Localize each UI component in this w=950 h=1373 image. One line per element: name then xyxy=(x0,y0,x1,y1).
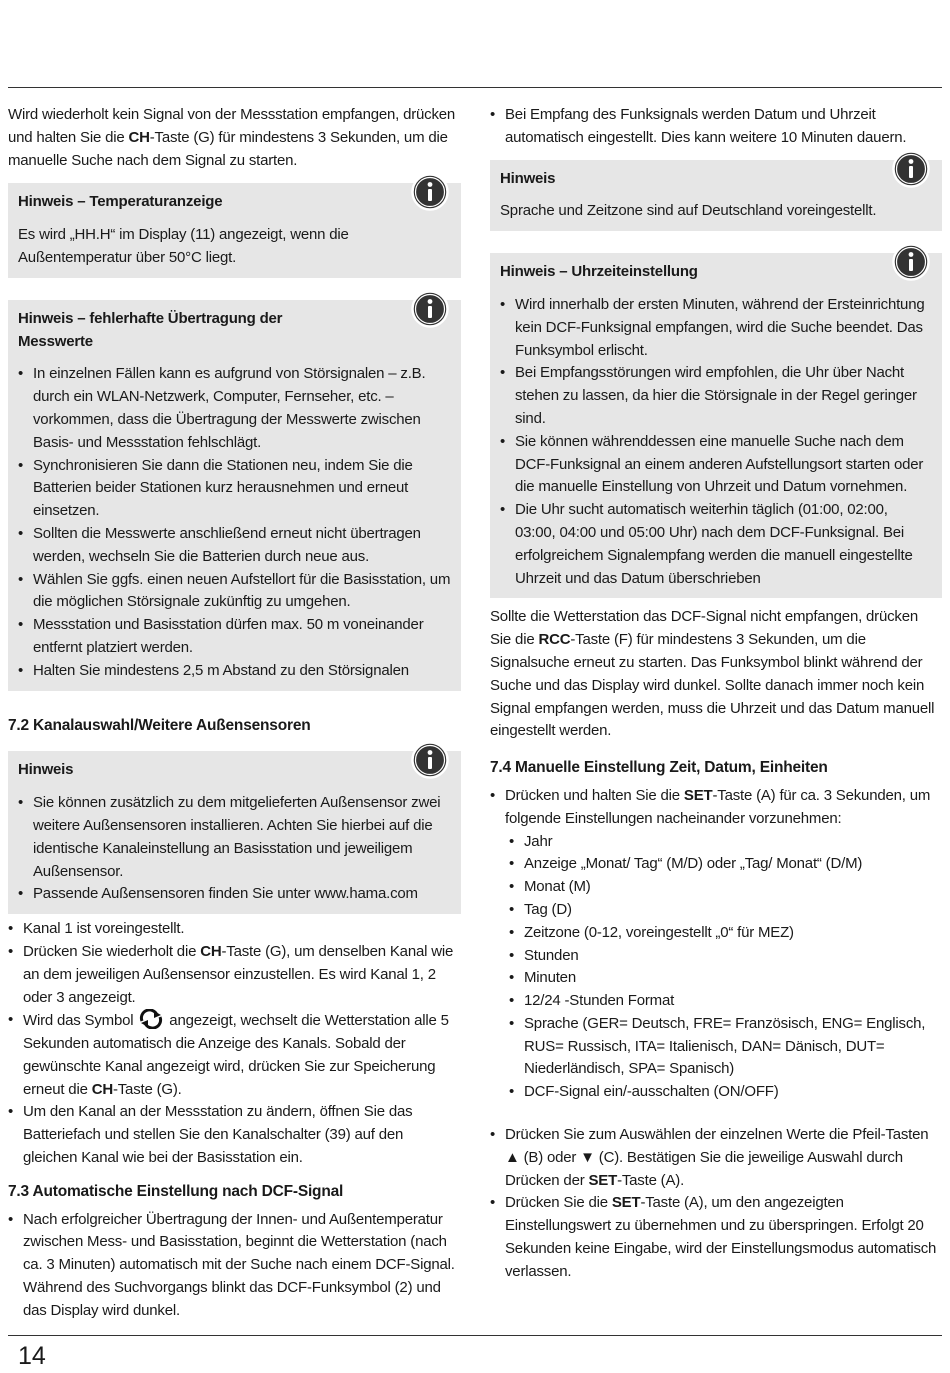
sub-item: • Tag (D) xyxy=(505,899,942,922)
list-item: • Sie können zusätzlich zu dem mitgelieferten Außensensor zwei weitere Außensensoren installieren. Achten Sie hierbei auf die identische Kanaleinstellung an Basisstation und jeweiligem Außensensor. xyxy=(18,792,451,883)
info-icon xyxy=(411,290,449,328)
list-item: • Bei Empfangsstörungen wird empfohlen, die Uhr über Nacht stehen zu lassen, da hier die Störsignale in der Regel geringer sind. xyxy=(500,362,932,430)
note-clock-setting xyxy=(490,253,942,598)
list-item: • Wird das Symbol angezeigt, wechselt die Wetterstation alle 5 Sekunden automatisch die Anzeige des Kanals. Sobald der gewünschte Kanal angezeigt wird, drücken Sie zur Speicherung erneut die CH-Taste (G). xyxy=(8,1009,461,1101)
list-item: • Passende Außensensoren finden Sie unter www.hama.com xyxy=(18,883,451,906)
list-item: • Bei Empfang des Funksignals werden Datum und Uhrzeit automatisch eingestellt. Dies kann weitere 10 Minuten dauern. xyxy=(490,104,942,150)
list-item: • Drücken Sie die SET-Taste (A), um den angezeigten Einstellungswert zu übernehmen und zu überspringen. Erfolgt 20 Sekunden keine Eingabe, wird der Einstellungsmodus automatisch verlassen. xyxy=(490,1192,942,1283)
settings-sublist xyxy=(505,831,942,1105)
sub-item: • Anzeige „Monat/ Tag“ (M/D) oder „Tag/ Monat“ (D/M) xyxy=(505,853,942,876)
list-item: • Sollten die Messwerte anschließend erneut nicht übertragen werden, wechseln Sie die Batterien durch neue aus. xyxy=(18,523,451,569)
note-title: Hinweis – Uhrzeiteinstellung xyxy=(500,263,698,281)
dcf-bullets-continued xyxy=(490,104,942,150)
list-item: • Drücken Sie zum Auswählen der einzelnen Werte die Pfeil-Tasten ▲ (B) oder ▼ (C). Bestätigen Sie die jeweilige Auswahl durch Drücken der SET-Taste (A). xyxy=(490,1124,942,1192)
channel-cycle-icon xyxy=(137,1009,165,1029)
section-heading-7-4: 7.4 Manuelle Einstellung Zeit, Datum, Einheiten xyxy=(490,759,828,777)
info-icon xyxy=(411,741,449,779)
section-heading-7-2: 7.2 Kanalauswahl/Weitere Außensensoren xyxy=(8,716,311,734)
dcf-bullets xyxy=(8,1209,461,1323)
list-item: • Nach erfolgreicher Übertragung der Innen- und Außentemperatur zwischen Mess- und Basisstation, beginnt die Wetterstation (nach ca. 3 Minuten) automatisch mit der Suche nach einem DCF-Signal. Während des Suchvorgangs blinkt das DCF-Funksymbol (2) und das Display wird dunkel. xyxy=(8,1209,461,1323)
manual-setting-bullets xyxy=(490,785,942,1284)
list-item: • Wählen Sie ggfs. einen neuen Aufstellort für die Basisstation, um die möglichen Störsignale zukünftig zu umgehen. xyxy=(18,569,451,615)
list-item: • Drücken Sie wiederholt die CH-Taste (G), um denselben Kanal wie an dem jeweiligen Außensensor einzustellen. Es wird Kanal 1, 2 oder 3 angezeigt. xyxy=(8,941,461,1009)
top-rule xyxy=(8,87,942,88)
sub-item: • Monat (M) xyxy=(505,876,942,899)
note-title: Hinweis – Temperaturanzeige xyxy=(18,193,223,211)
list-item: • In einzelnen Fällen kann es aufgrund von Störsignalen – z.B. durch ein WLAN-Netzwerk, Computer, Fernseher, etc. – vorkommen, dass die Übertragung der Messwerte zwischen Basis- und Messstation fehlschlägt. xyxy=(18,363,451,454)
info-icon xyxy=(892,150,930,188)
note-list xyxy=(500,294,932,590)
note-title: Hinweis – fehlerhafte Übertragung der Messwerte xyxy=(18,309,283,350)
right-column xyxy=(490,104,942,1284)
note-transmission xyxy=(8,300,461,691)
sub-item: • Jahr xyxy=(505,831,942,854)
list-item: • Um den Kanal an der Messstation zu ändern, öffnen Sie das Batteriefach und stellen Sie den Kanalschalter (39) auf den gleichen Kanal wie bei der Basisstation ein. xyxy=(8,1101,461,1169)
note-list xyxy=(18,792,451,906)
page-number: 14 xyxy=(18,1342,46,1370)
rcc-paragraph: Sollte die Wetterstation das DCF-Signal nicht empfangen, drücken Sie die RCC-Taste (F) für mindestens 3 Sekunden, um die Signalsuche erneut zu starten. Das Funksymbol blinkt während der Suche und das Display wird dunkel. Sollte danach immer noch kein Signal empfangen werden, muss die Uhrzeit und das Datum manuell eingestellt werden. xyxy=(490,608,935,740)
intro-paragraph: Wird wiederholt kein Signal von der Messstation empfangen, drücken und halten Sie die CH-Taste (G) für mindestens 3 Sekunden, um die manuelle Suche nach dem Signal zu starten. xyxy=(8,106,456,169)
note-hint xyxy=(490,160,942,232)
list-item: • Die Uhr sucht automatisch weiterhin täglich (01:00, 02:00, 03:00, 04:00 und 05:00 Uhr) nach dem DCF-Funksignal. Bei erfolgreichem Signalempfang werden die manuell eingestellte Uhrzeit und das Datum überschrieben xyxy=(500,499,932,590)
note-title: Hinweis xyxy=(500,169,556,187)
section-heading-7-3: 7.3 Automatische Einstellung nach DCF-Signal xyxy=(8,1182,344,1200)
list-item: • Halten Sie mindestens 2,5 m Abstand zu den Störsignalen xyxy=(18,660,451,683)
note-text: Es wird „HH.H“ im Display (11) angezeigt, wenn die Außentemperatur über 50°C liegt. xyxy=(18,226,349,266)
note-title: Hinweis xyxy=(18,761,74,779)
info-icon xyxy=(892,243,930,281)
sub-item: • Stunden xyxy=(505,945,942,968)
channel-bullets xyxy=(8,918,461,1170)
sub-item: • Zeitzone (0-12, voreingestellt „0“ für MEZ) xyxy=(505,922,942,945)
note-channel xyxy=(8,751,461,914)
sub-item: • 12/24 -Stunden Format xyxy=(505,990,942,1013)
list-item: • Sie können währenddessen eine manuelle Suche nach dem DCF-Funksignal an einem anderen Aufstellungsort starten oder die manuelle Einstellung von Uhrzeit und Datum vornehmen. xyxy=(500,431,932,499)
left-column xyxy=(8,104,461,1323)
list-item: • Messstation und Basisstation dürfen max. 50 m voneinander entfernt platziert werden. xyxy=(18,614,451,660)
note-temperature xyxy=(8,183,461,277)
bottom-rule xyxy=(8,1335,942,1336)
sub-item: • DCF-Signal ein/-ausschalten (ON/OFF) xyxy=(505,1081,942,1104)
info-icon xyxy=(411,173,449,211)
note-list xyxy=(18,363,451,682)
note-text: Sprache und Zeitzone sind auf Deutschland voreingestellt. xyxy=(500,202,877,220)
sub-item: • Sprache (GER= Deutsch, FRE= Französisch, ENG= Englisch, RUS= Russisch, ITA= Italienisch, DAN= Dänisch, DUT= Niederländisch, SPA= Spanisch) xyxy=(505,1013,942,1081)
list-item: • Kanal 1 ist voreingestellt. xyxy=(8,918,461,941)
sub-item: • Minuten xyxy=(505,967,942,990)
list-item: • Wird innerhalb der ersten Minuten, während der Ersteinrichtung kein DCF-Funksignal empfangen, wird die Suche beendet. Das Funksymbol erlischt. xyxy=(500,294,932,362)
list-item: • Drücken und halten Sie die SET-Taste (A) für ca. 3 Sekunden, um folgende Einstellungen nacheinander vorzunehmen: • Jahr • Anzeige „Monat/ Tag“ (M/D) oder „Tag/ Monat“ (D/M) • Monat (M) • Tag (D) • Zeitzone (0-12, voreingestellt „0“ für MEZ) • Stunden • Minuten • 12/24 -Stunden Format • Sprache (GER= Deutsch, FRE= Französisch, ENG= Englisch, RUS= Russisch, ITA= Italienisch, DAN= Dänisch, DUT= Niederländisch, SPA= Spanisch) • DCF-Signal ein/-ausschalten (ON/OFF) xyxy=(490,785,942,1104)
list-item: • Synchronisieren Sie dann die Stationen neu, indem Sie die Batterien beider Stationen kurz herausnehmen und erneut einsetzen. xyxy=(18,455,451,523)
